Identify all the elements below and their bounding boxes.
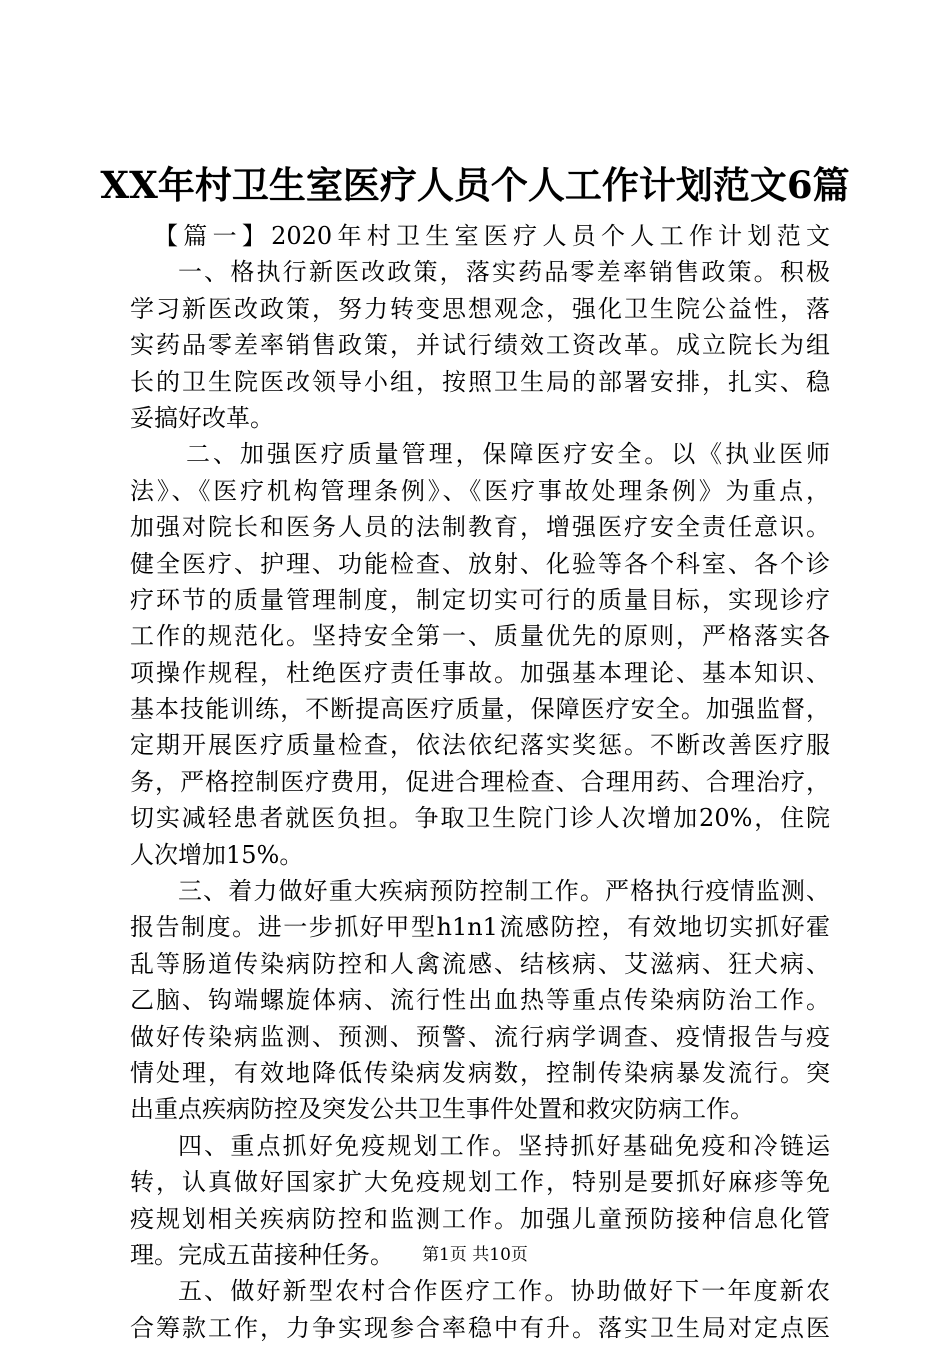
paragraph-line: 务，严格控制医疗费用，促进合理检查、合理用药、合理治疗， <box>130 767 830 796</box>
section-heading: 【篇一】2020年村卫生室医疗人员个人工作计划范文 <box>154 222 830 250</box>
paragraph-line: 项操作规程，杜绝医疗责任事故。加强基本理论、基本知识、 <box>130 658 830 687</box>
paragraph-line: 情处理，有效地降低传染病发病数，控制传染病暴发流行。突 <box>130 1058 830 1087</box>
paragraph-line: 合筹款工作，力争实现参合率稳中有升。落实卫生局对定点医 <box>130 1313 830 1342</box>
paragraph-line: 转，认真做好国家扩大免疫规划工作，特别是要抓好麻疹等免 <box>130 1168 830 1197</box>
paragraph-line: 学习新医改政策，努力转变思想观念，强化卫生院公益性，落 <box>130 294 830 323</box>
paragraph-line: 妥搞好改革。 <box>130 403 274 432</box>
paragraph-line: 加强对院长和医务人员的法制教育，增强医疗安全责任意识。 <box>130 513 830 542</box>
paragraph-line: 定期开展医疗质量检查，依法依纪落实奖惩。不断改善医疗服 <box>130 731 830 760</box>
paragraph-line: 乱等肠道传染病防控和人禽流感、结核病、艾滋病、狂犬病、 <box>130 949 830 978</box>
paragraph-line: 做好传染病监测、预测、预警、流行病学调查、疫情报告与疫 <box>130 1022 830 1051</box>
paragraph-line: 理。完成五苗接种任务。 <box>130 1240 394 1269</box>
paragraph-line: 长的卫生院医改领导小组，按照卫生局的部署安排，扎实、稳 <box>130 367 830 396</box>
paragraph-line: 乙脑、钩端螺旋体病、流行性出血热等重点传染病防治工作。 <box>130 986 830 1015</box>
paragraph-line: 五、做好新型农村合作医疗工作。协助做好下一年度新农 <box>178 1277 830 1306</box>
paragraph-line: 一、格执行新医改政策，落实药品零差率销售政策。积极 <box>178 258 830 287</box>
paragraph-line: 法》、《医疗机构管理条例》、《医疗事故处理条例》为重点， <box>130 476 830 505</box>
paragraph-line: 疫规划相关疾病防控和监测工作。加强儿童预防接种信息化管 <box>130 1204 830 1233</box>
paragraph-line: 工作的规范化。坚持安全第一、质量优先的原则，严格落实各 <box>130 622 830 651</box>
paragraph-line: 人次增加15%。 <box>130 840 304 869</box>
paragraph-line: 三、着力做好重大疾病预防控制工作。严格执行疫情监测、 <box>178 877 830 906</box>
paragraph-line: 四、重点抓好免疫规划工作。坚持抓好基础免疫和冷链运 <box>178 1131 830 1160</box>
paragraph-line: 疗环节的质量管理制度，制定切实可行的质量目标，实现诊疗 <box>130 585 830 614</box>
paragraph-line: 报告制度。进一步抓好甲型h1n1流感防控，有效地切实抓好霍 <box>130 913 830 942</box>
paragraph-line: 实药品零差率销售政策，并试行绩效工资改革。成立院长为组 <box>130 331 830 360</box>
paragraph-line: 基本技能训练，不断提高医疗质量，保障医疗安全。加强监督， <box>130 695 830 724</box>
document-title: XX年村卫生室医疗人员个人工作计划范文6篇 <box>100 163 850 207</box>
page-number-footer: 第1页 共10页 <box>422 1245 528 1265</box>
paragraph-line: 二、加强医疗质量管理，保障医疗安全。以《执业医师 <box>186 440 830 469</box>
paragraph-line: 切实减轻患者就医负担。争取卫生院门诊人次增加20%，住院 <box>130 804 830 833</box>
paragraph-line: 健全医疗、护理、功能检查、放射、化验等各个科室、各个诊 <box>130 549 830 578</box>
document-body <box>130 218 830 1346</box>
paragraph-line: 出重点疾病防控及突发公共卫生事件处置和救灾防病工作。 <box>130 1095 754 1124</box>
